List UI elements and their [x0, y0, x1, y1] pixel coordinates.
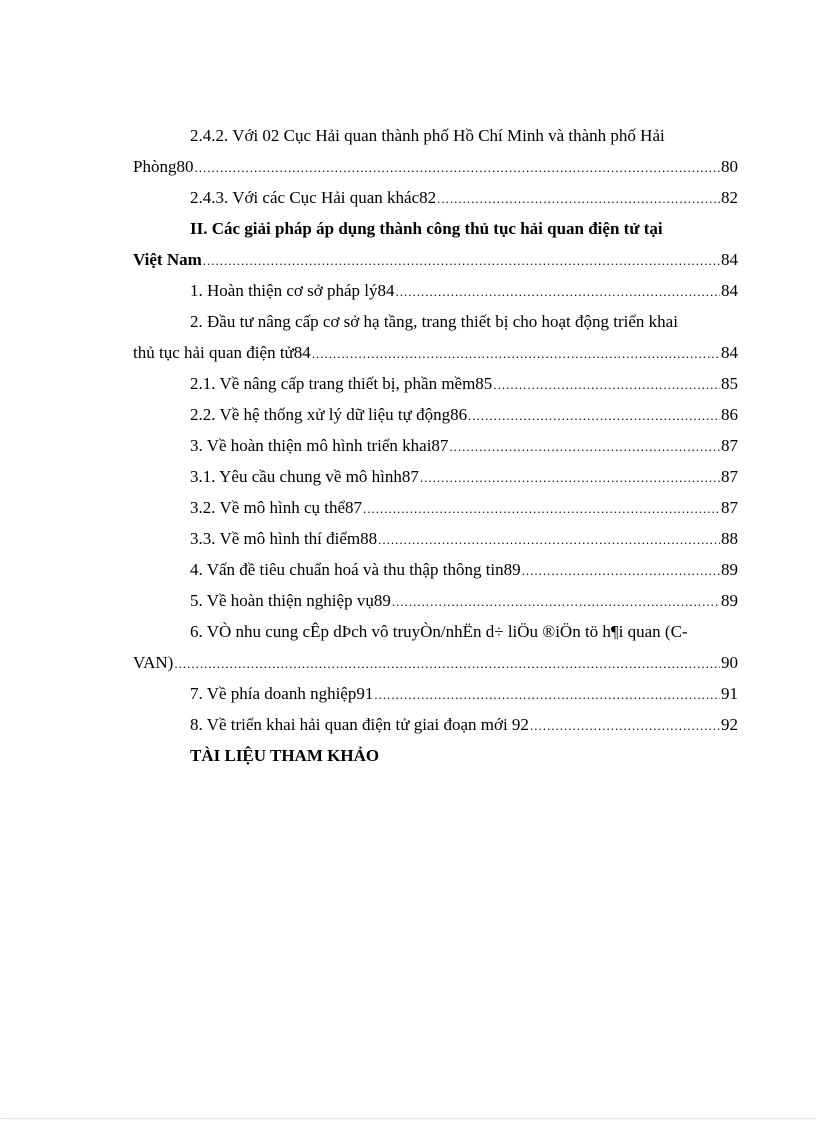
toc-entry-title: 2. Đầu tư nâng cấp cơ sở hạ tầng, trang thiết bị cho hoạt động triển khai	[190, 312, 678, 331]
toc-leader-dots	[395, 280, 720, 304]
toc-section-title: II. Các giải pháp áp dụng thành công thủ tục hải quan điện tử tại	[190, 219, 663, 238]
toc-page-number: 90	[721, 653, 738, 672]
toc-page-number: 84	[721, 281, 738, 300]
toc-page-number: 84	[721, 343, 738, 362]
toc-entry-3-1[interactable]	[190, 465, 738, 489]
toc-page-number: 86	[721, 405, 738, 424]
toc-entry-2-4-2-line2[interactable]	[133, 155, 738, 179]
toc-entry-2-line2[interactable]	[133, 341, 738, 365]
toc-entry-2-1[interactable]	[190, 372, 738, 396]
toc-references-title: TÀI LIỆU THAM KHẢO	[190, 746, 380, 765]
toc-entry-title: 2.4.3. Với các Cục Hải quan khác82	[190, 188, 437, 207]
toc-entry-2-4-2-line1[interactable]	[190, 124, 738, 148]
toc-entry-6-line2[interactable]	[133, 651, 738, 675]
toc-entry-title: 2.2. Về hệ thống xử lý dữ liệu tự động86	[190, 405, 468, 424]
toc-entry-title: thủ tục hải quan điện tử84	[133, 343, 311, 362]
toc-entry-title: 2.4.2. Với 02 Cục Hải quan thành phố Hồ Chí Minh và thành phố Hải	[190, 126, 665, 145]
toc-entry-title: 6. VÒ nhu cung cÊp dÞch vô truyÒn/nhËn d÷ liÖu ®iÖn tö h¶i quan (C-	[190, 622, 688, 641]
toc-entry-title: 3.3. Về mô hình thí điểm88	[190, 529, 378, 548]
toc-page-number: 82	[721, 188, 738, 207]
toc-page-number: 87	[721, 467, 738, 486]
toc-entry-title: 8. Về triển khai hải quan điện tử giai đoạn mới 92	[190, 715, 529, 734]
toc-entry-4[interactable]	[190, 558, 738, 582]
toc-leader-dots	[530, 714, 720, 738]
toc-entry-3[interactable]	[190, 434, 738, 458]
toc-leader-dots	[392, 590, 720, 614]
toc-entry-6-line1[interactable]	[190, 620, 738, 644]
toc-page-number: 80	[721, 157, 738, 176]
toc-page-number: 89	[721, 591, 738, 610]
toc-entry-7[interactable]	[190, 682, 738, 706]
toc-leader-dots	[468, 404, 720, 428]
toc-leader-dots	[374, 683, 720, 707]
toc-leader-dots	[378, 528, 720, 552]
toc-entry-2-2[interactable]	[190, 403, 738, 427]
toc-entry-title: 7. Về phía doanh nghiệp91	[190, 684, 374, 703]
toc-leader-dots	[493, 373, 720, 397]
toc-page-number: 89	[721, 560, 738, 579]
toc-entry-2-line1[interactable]	[190, 310, 738, 334]
toc-section-ii-line1[interactable]	[190, 217, 738, 241]
toc-entry-5[interactable]	[190, 589, 738, 613]
toc-entry-title: 2.1. Về nâng cấp trang thiết bị, phần mềm85	[190, 374, 493, 393]
toc-page-number: 87	[721, 436, 738, 455]
toc-references[interactable]	[190, 744, 738, 768]
toc-leader-dots	[194, 156, 720, 180]
toc-leader-dots	[437, 187, 720, 211]
toc-leader-dots	[522, 559, 720, 583]
toc-leader-dots	[449, 435, 720, 459]
toc-entry-title: 5. Về hoàn thiện nghiệp vụ89	[190, 591, 391, 610]
toc-entry-title: Phòng80	[133, 157, 194, 176]
toc-section-title: Việt Nam	[133, 250, 202, 269]
toc-entry-title: 3. Về hoàn thiện mô hình triển khai87	[190, 436, 449, 455]
toc-leader-dots	[203, 249, 720, 273]
toc-entry-3-3[interactable]	[190, 527, 738, 551]
toc-section-ii-line2[interactable]	[133, 248, 738, 272]
toc-entry-title: 3.2. Về mô hình cụ thể87	[190, 498, 363, 517]
toc-page-number: 92	[721, 715, 738, 734]
toc-entry-2-4-3[interactable]	[190, 186, 738, 210]
toc-page-number: 91	[721, 684, 738, 703]
toc-entry-8[interactable]	[190, 713, 738, 737]
page-bottom-rule	[0, 1118, 816, 1119]
toc-entry-title: 1. Hoàn thiện cơ sở pháp lý84	[190, 281, 395, 300]
toc-entry-title: 3.1. Yêu cầu chung về mô hình87	[190, 467, 419, 486]
toc-entry-title: VAN)	[133, 653, 174, 672]
toc-leader-dots	[312, 342, 720, 366]
toc-entry-1[interactable]	[190, 279, 738, 303]
toc-leader-dots	[420, 466, 720, 490]
toc-leader-dots	[174, 652, 720, 676]
toc-leader-dots	[363, 497, 720, 521]
toc-page-number: 87	[721, 498, 738, 517]
toc-page-number: 88	[721, 529, 738, 548]
toc-entry-title: 4. Vấn đề tiêu chuẩn hoá và thu thập thông tin89	[190, 560, 521, 579]
toc-page-number: 84	[721, 250, 738, 269]
toc-entry-3-2[interactable]	[190, 496, 738, 520]
toc-page-number: 85	[721, 374, 738, 393]
